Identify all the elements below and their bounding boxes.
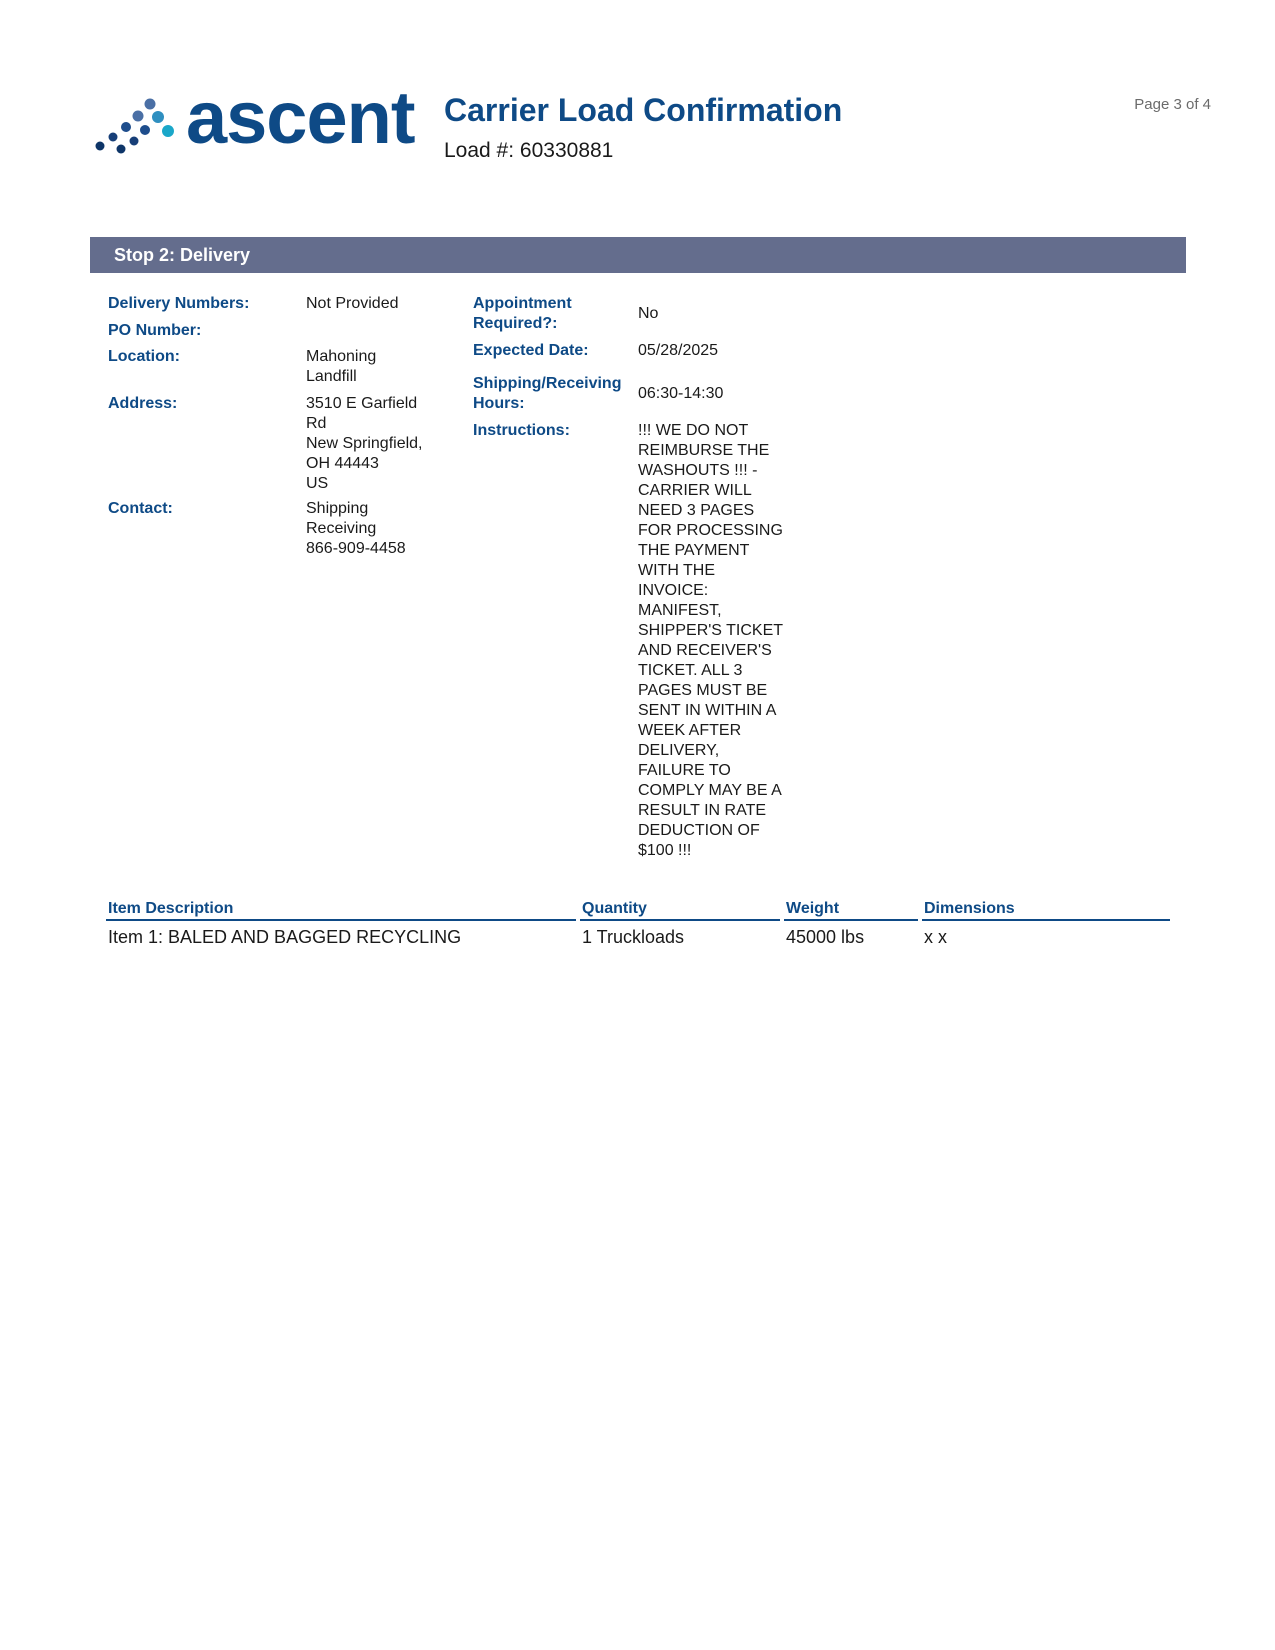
contact-value: Shipping Receiving 866-909-4458 — [306, 500, 406, 557]
dimensions-cell: x x — [924, 927, 948, 947]
instructions-value: !!! WE DO NOT REIMBURSE THE WASHOUTS !!! - CARRIER WILL NEED 3 PAGES FOR PROCESSING THE PAYMENT WITH THE INVOICE: MANIFEST, SHIPPER'S TICKET AND RECEIVER'S TICKET. ALL 3 PAGES MUST BE SENT IN WITHIN A WEEK AFTER DELIVERY, FAILURE TO COMPLY MAY BE A RESULT IN RATE DEDUCTION OF $100 !!! — [638, 422, 784, 859]
expected-date-value: 05/28/2025 — [638, 342, 719, 359]
delivery-numbers-value: Not Provided — [306, 295, 399, 312]
address-label: Address: — [108, 395, 178, 412]
item-description-header: Item Description — [106, 898, 576, 921]
address-value: 3510 E Garfield Rd New Springfield, OH 44443 US — [306, 395, 423, 492]
logo-wordmark: ascent — [186, 76, 415, 159]
location-value: Mahoning Landfill — [306, 348, 377, 385]
load-number-value: 60330881 — [519, 139, 614, 162]
quantity-header: Quantity — [580, 898, 780, 921]
delivery-numbers-label: Delivery Numbers: — [108, 295, 250, 312]
document-title: Carrier Load Confirmation — [444, 92, 843, 128]
stop-section-header: Stop 2: Delivery — [90, 237, 1186, 273]
po-number-label: PO Number: — [108, 322, 202, 339]
instructions-label: Instructions: — [473, 422, 570, 439]
shipping-hours-value: 06:30-14:30 — [638, 385, 724, 402]
load-number-label: Load #: — [444, 139, 515, 162]
appointment-required-value: No — [638, 305, 659, 322]
dimensions-header: Dimensions — [922, 898, 1170, 921]
location-label: Location: — [108, 348, 180, 365]
ascent-logo — [94, 76, 415, 159]
items-header-row — [106, 898, 1170, 921]
quantity-cell: 1 Truckloads — [582, 927, 685, 947]
table-row — [106, 921, 1170, 948]
load-number-line — [444, 139, 613, 163]
weight-header: Weight — [784, 898, 918, 921]
page-indicator: Page 3 of 4 — [1134, 96, 1211, 113]
shipping-hours-label: Shipping/Receiving Hours: — [473, 375, 622, 412]
weight-cell: 45000 lbs — [786, 927, 865, 947]
contact-label: Contact: — [108, 500, 173, 517]
items-table — [102, 898, 1174, 948]
logo-dots-icon — [94, 97, 176, 155]
appointment-required-label: Appointment Required?: — [473, 295, 572, 332]
item-description-cell: Item 1: BALED AND BAGGED RECYCLING — [108, 927, 462, 947]
expected-date-label: Expected Date: — [473, 342, 589, 359]
